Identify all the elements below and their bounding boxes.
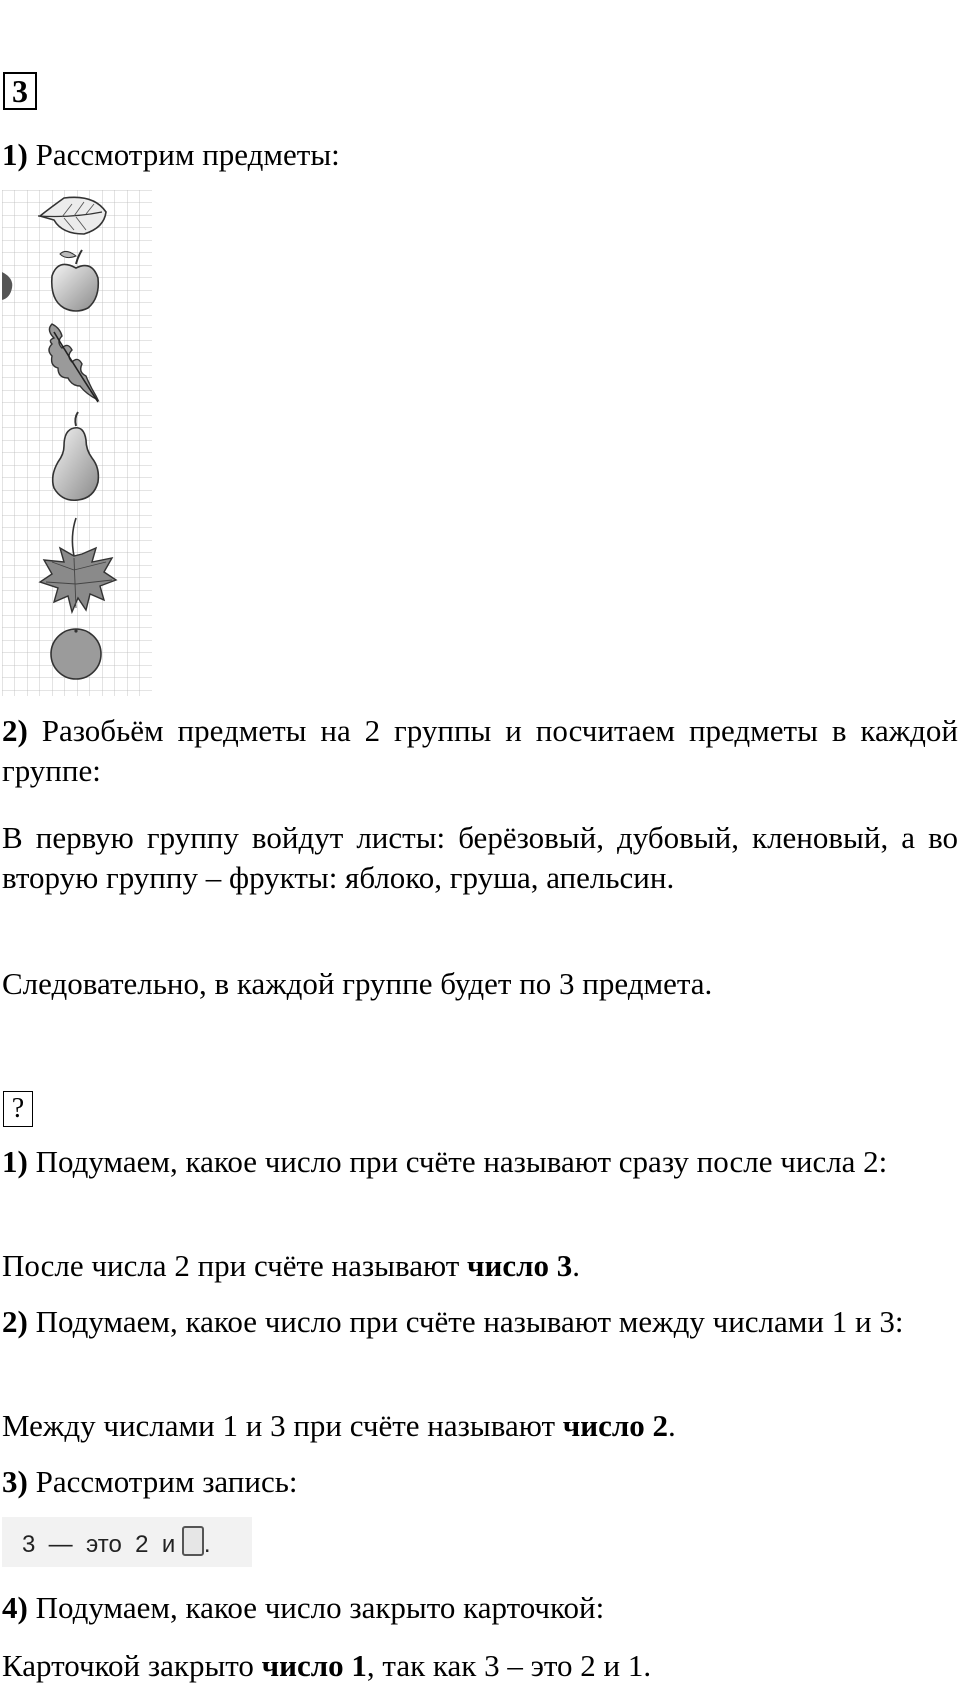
answer-text: . <box>668 1408 676 1443</box>
step-number: 1) <box>2 1144 28 1179</box>
step-number: 1) <box>2 137 28 172</box>
task-step-1 <box>2 135 958 175</box>
answer-2 <box>2 1406 958 1446</box>
answer-text: . <box>572 1248 580 1283</box>
task-step-2 <box>2 711 958 791</box>
answer-4 <box>2 1646 958 1686</box>
step-number: 4) <box>2 1590 28 1625</box>
question-mark-box: ? <box>3 1091 33 1127</box>
step-text: Подумаем, какое число при счёте называют сразу после числа 2: <box>27 1144 888 1179</box>
hidden-card-icon <box>182 1526 204 1556</box>
question-step-2 <box>2 1302 958 1342</box>
record-text: 3 — это 2 и <box>22 1531 182 1558</box>
step-number: 2) <box>2 713 28 748</box>
record-line <box>22 1526 211 1561</box>
task-conclusion: Следовательно, в каждой группе будет по 3 предмета. <box>2 966 713 1001</box>
step-number: 2) <box>2 1304 28 1339</box>
orange-icon <box>51 629 101 679</box>
answer-text: Карточкой закрыто <box>2 1648 262 1683</box>
step-text: Подумаем, какое число при счёте называют между числами 1 и 3: <box>27 1304 904 1339</box>
objects-grid-figure <box>2 190 152 696</box>
question-step-3 <box>2 1462 958 1502</box>
step-text: Рассмотрим запись: <box>27 1464 298 1499</box>
question-step-1 <box>2 1142 958 1182</box>
answer-bold: число 1 <box>261 1648 367 1683</box>
task-number-box: 3 <box>3 72 37 110</box>
answer-text: , так как 3 – это 2 и 1. <box>366 1648 652 1683</box>
step-text: Рассмотрим предметы: <box>27 137 340 172</box>
step-text: Подумаем, какое число закрыто карточкой: <box>27 1590 605 1625</box>
record-figure <box>2 1517 252 1567</box>
answer-text: Между числами 1 и 3 при счёте называют <box>2 1408 563 1443</box>
step-number: 3) <box>2 1464 28 1499</box>
answer-1 <box>2 1246 958 1286</box>
task-groups-text: В первую группу войдут листы: берёзовый, дубовый, кленовый, а во вторую группу – фрукты: яблоко, груша, апельсин. <box>2 820 958 895</box>
record-period: . <box>203 1531 211 1558</box>
step-text: Разобьём предметы на 2 группы и посчитаем предметы в каждой группе: <box>2 713 958 788</box>
question-step-4 <box>2 1588 958 1628</box>
answer-text: После числа 2 при счёте называют <box>2 1248 467 1283</box>
answer-bold: число 3 <box>467 1248 573 1283</box>
answer-bold: число 2 <box>562 1408 669 1443</box>
